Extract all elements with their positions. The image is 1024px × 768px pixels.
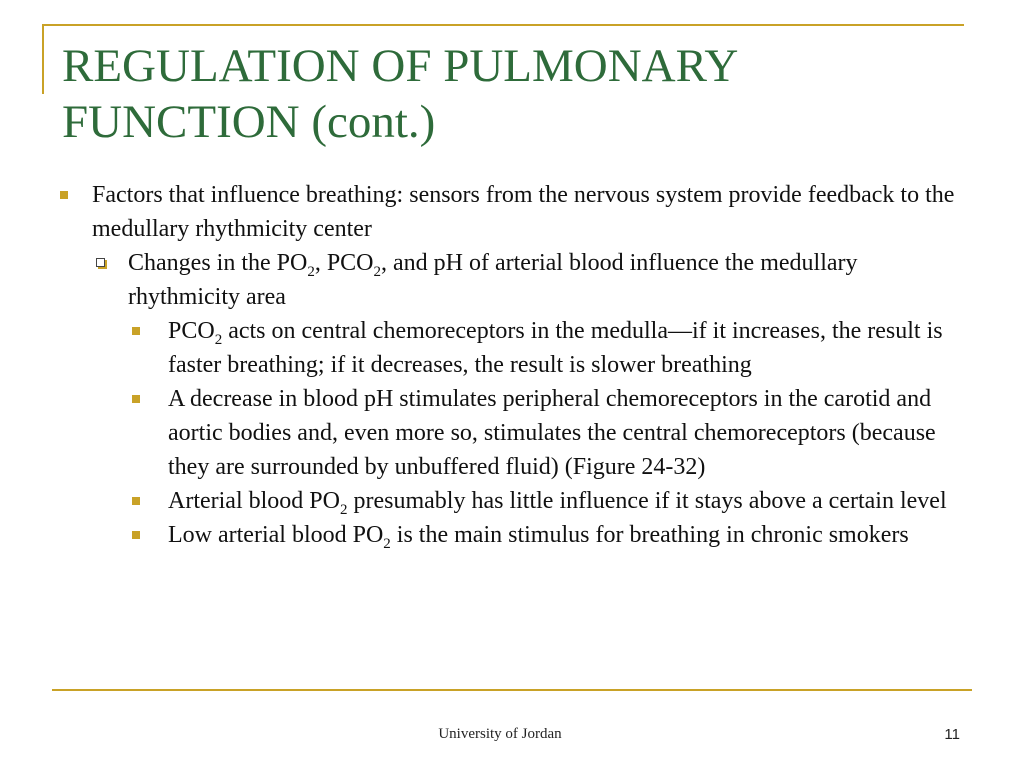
- subscript: 2: [339, 501, 348, 518]
- subscript: 2: [307, 263, 315, 280]
- bullet-item-2: [52, 246, 972, 314]
- subscript: 2: [214, 331, 223, 348]
- square-bullet-icon: [132, 531, 140, 539]
- bullet-text-a: Low arterial blood PO: [168, 522, 384, 548]
- bullet-text-b: is the main stimulus for breathing in chronic smokers: [390, 522, 909, 548]
- bullet-text-a: PCO: [168, 318, 215, 344]
- square-bullet-icon: [132, 497, 140, 505]
- bullet-text-c: , and pH of arterial blood influence the medullary rhythmicity area: [128, 250, 858, 310]
- title-line-2: FUNCTION (cont.): [62, 96, 436, 148]
- subscript: 2: [383, 535, 391, 552]
- hollow-square-bullet-icon: [96, 258, 105, 267]
- bullet-text: A decrease in blood pH stimulates peripheral chemoreceptors in the carotid and aortic bodies and, even more so, stimulates the central chemoreceptors (because they are surrounded by unbuffered fluid) (Figure 24-32): [168, 386, 936, 480]
- bullet-text-a: Changes in the PO: [128, 250, 308, 276]
- square-bullet-icon: [132, 395, 140, 403]
- bullet-item-3: [52, 314, 972, 382]
- subscript: 2: [373, 263, 382, 280]
- top-accent-line: [42, 24, 964, 26]
- bullet-item-6: [52, 518, 972, 552]
- bullet-item-1: [52, 178, 972, 246]
- page-number: 11: [944, 726, 960, 743]
- left-accent-line: [42, 24, 44, 94]
- bullet-text-b: presumably has little influence if it stays above a certain level: [347, 488, 947, 514]
- bullet-text-b: acts on central chemoreceptors in the medulla—if it increases, the result is faster breathing; if it decreases, the result is slower breathing: [168, 318, 943, 378]
- bullet-text: Factors that influence breathing: sensors from the nervous system provide feedback to the medullary rhythmicity center: [92, 182, 955, 242]
- slide-title: [62, 38, 962, 150]
- bullet-list: [52, 178, 972, 552]
- bottom-accent-line: [52, 689, 972, 691]
- bullet-text-a: Arterial blood PO: [168, 488, 340, 514]
- title-line-1: REGULATION OF PULMONARY: [62, 40, 739, 92]
- footer-text: University of Jordan: [438, 726, 562, 742]
- square-bullet-icon: [60, 191, 68, 199]
- bullet-item-5: [52, 484, 972, 518]
- square-bullet-icon: [132, 327, 140, 335]
- bullet-text-b: , PCO: [314, 250, 374, 276]
- bullet-item-4: [52, 382, 972, 484]
